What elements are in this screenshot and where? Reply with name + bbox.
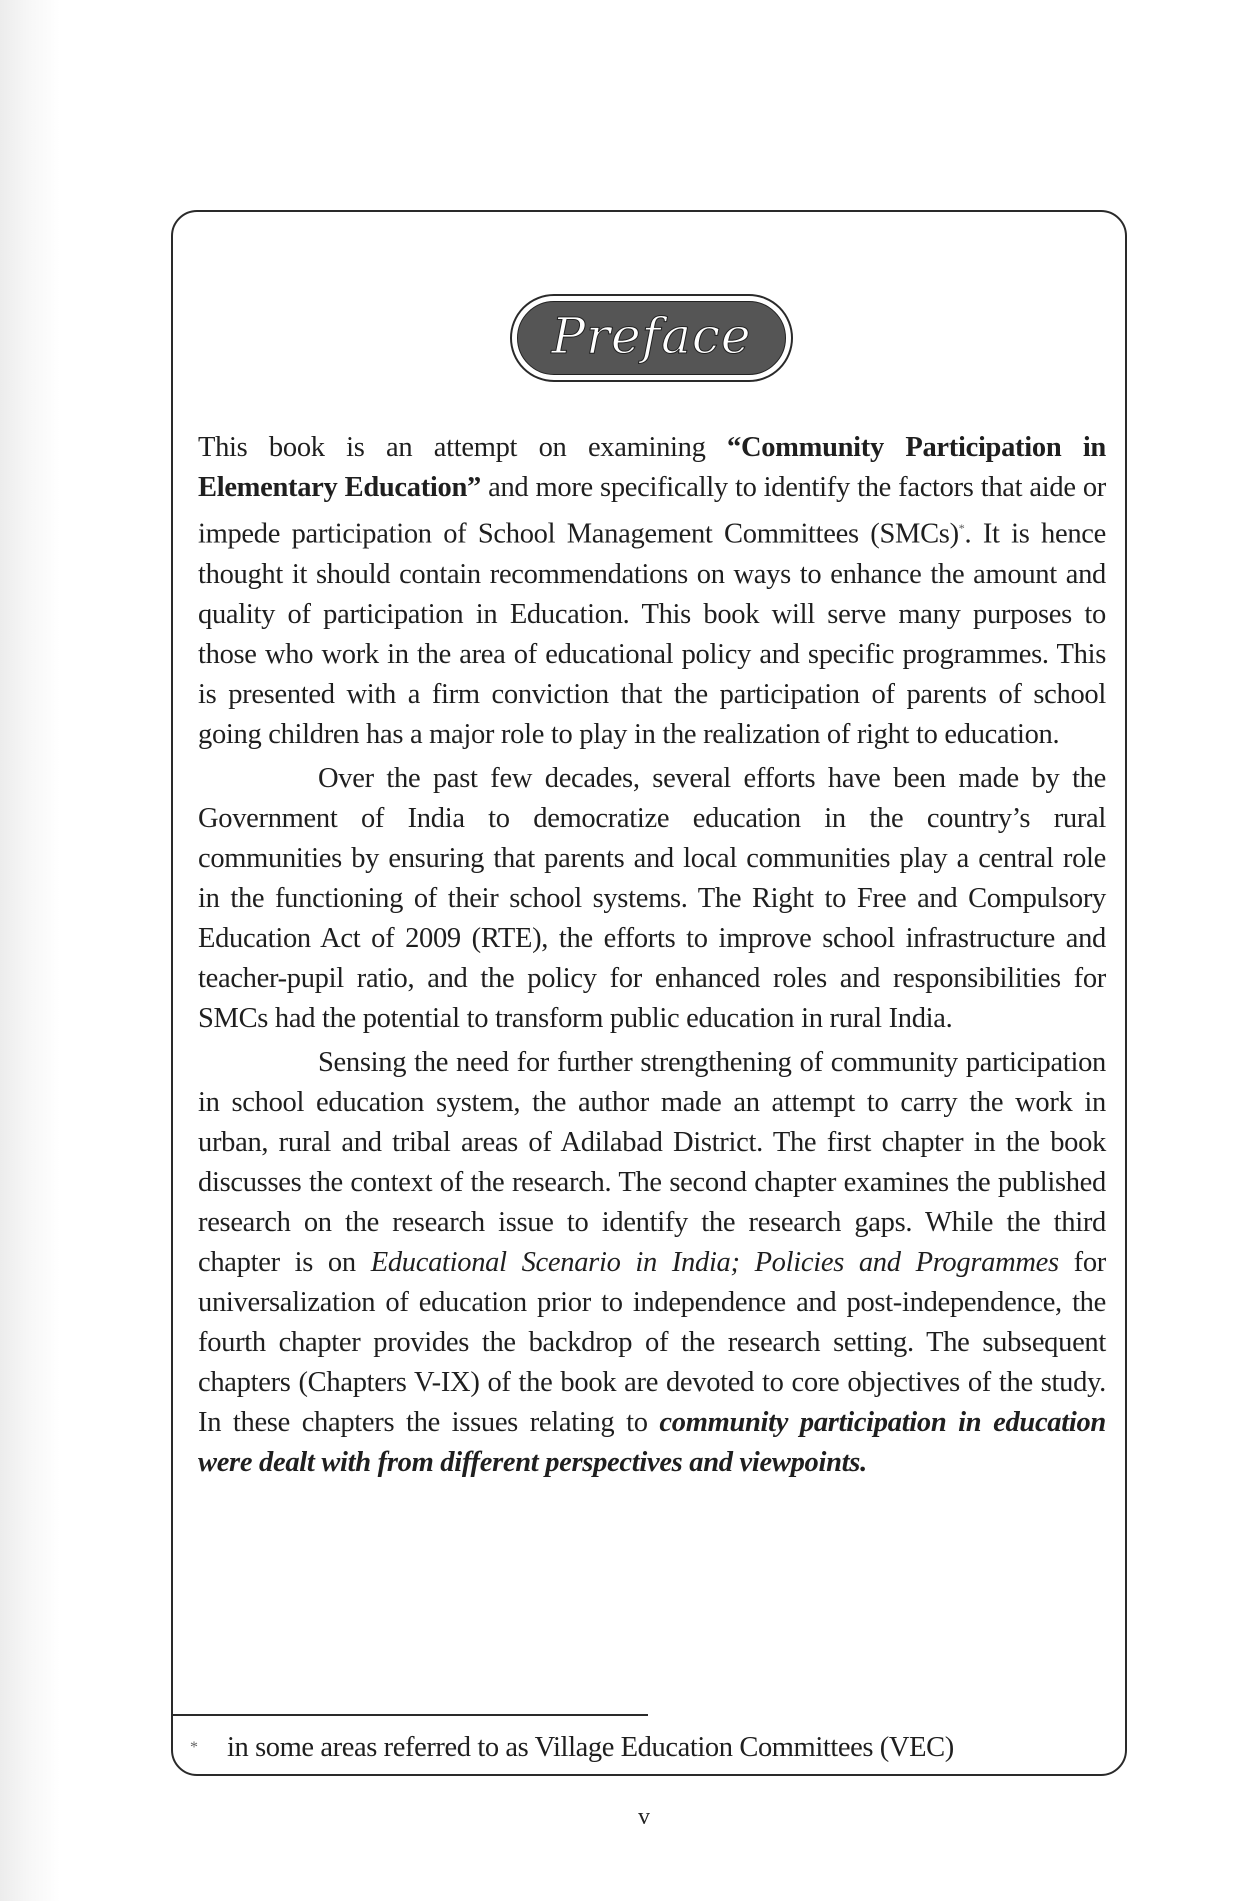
p1-text-c: . It is hence thought it should contain recommendations on ways to enhance the amount and quality of participation in Education. This book will serve many purposes to those who work in the area of educational policy and specific programmes. This is presented with a firm conviction that the participation of parents of school going children has a major role to play in the realization of right to education. <box>198 518 1107 750</box>
page-number: v <box>638 1804 650 1830</box>
footnote-marker: * <box>190 1739 198 1756</box>
footnote-divider <box>172 1714 648 1716</box>
p3-text-a: Sensing the need for further strengthening of community participation in school education system, the author made an attempt to carry the work in urban, rural and tribal areas of Adilabad District. The first chapter in the book discusses the context of the research. The second chapter examines the published research on the research issue to identify the research gaps. While the third chapter is on <box>198 1046 1106 1278</box>
preface-heading-badge <box>510 294 793 382</box>
p1-bold-title: “Community Participation in Elementary Education” <box>198 432 1106 503</box>
paragraph-3 <box>198 1043 1106 1483</box>
p1-text-b: and more specifically to identify the factors that aide or impede participation of School Management Committees (SMCs) <box>198 472 1106 550</box>
footnote-reference: * <box>958 521 965 535</box>
p1-text-a: This book is an attempt on examining <box>198 432 727 463</box>
p3-text-b: for universalization of education prior to independence and post-independence, the fourth chapter provides the backdrop of the research setting. The subsequent chapters (Chapters V-IX) of the book are devoted to core objectives of the study. In these chapters the issues relating to <box>198 1246 1106 1438</box>
paragraph-2: Over the past few decades, several efforts have been made by the Government of India to democratize education in the country’s rural communities by ensuring that parents and local communities play a central role in the functioning of their school systems. The Right to Free and Compulsory Education Act of 2009 (RTE), the efforts to improve school infrastructure and teacher-pupil ratio, and the policy for enhanced roles and responsibilities for SMCs had the potential to transform public education in rural India. <box>198 762 1106 1034</box>
page-title: Preface <box>551 307 752 365</box>
p3-bold-italic-conclusion: community participation in education were dealt with from different perspectives and viewpoints. <box>198 1406 1106 1478</box>
paragraph-1 <box>198 428 1106 755</box>
page-edge-shadow <box>0 0 60 1901</box>
preface-body <box>198 428 1106 1487</box>
p3-italic-title: Educational Scenario in India; Policies and Programmes <box>370 1246 1059 1278</box>
footnote-text: in some areas referred to as Village Education Committees (VEC) <box>227 1732 954 1763</box>
preface-heading-badge-fill <box>517 301 786 375</box>
footnote <box>190 1730 954 1766</box>
